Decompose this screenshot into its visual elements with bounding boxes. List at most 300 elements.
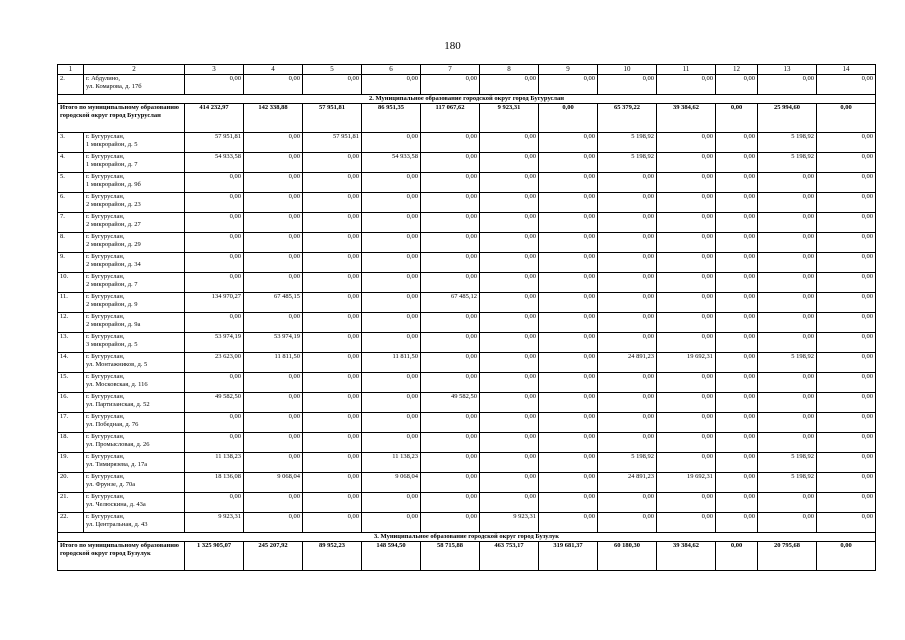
value-cell: 0,00 — [758, 293, 817, 313]
value-cell: 0,00 — [303, 493, 362, 513]
row-number: 14. — [58, 353, 84, 373]
row-number: 6. — [58, 193, 84, 213]
value-cell: 0,00 — [480, 173, 539, 193]
column-header: 11 — [657, 65, 716, 75]
section-row — [58, 95, 876, 104]
value-cell: 0,00 — [817, 353, 876, 373]
value-cell: 0,00 — [758, 193, 817, 213]
column-header: 1 — [58, 65, 84, 75]
value-cell: 0,00 — [758, 75, 817, 95]
address-cell: г. Абдулино, ул. Комарова, д. 17б — [84, 75, 185, 95]
value-cell: 0,00 — [421, 353, 480, 373]
value-cell: 0,00 — [421, 273, 480, 293]
address-cell: г. Бугуруслан, 1 микрорайон, д. 7 — [84, 153, 185, 173]
value-cell: 0,00 — [657, 173, 716, 193]
value-cell: 0,00 — [480, 493, 539, 513]
value-cell: 18 136,08 — [185, 473, 244, 493]
value-cell: 0,00 — [657, 75, 716, 95]
total-value: 86 951,35 — [362, 104, 421, 133]
value-cell: 0,00 — [716, 333, 758, 353]
value-cell: 0,00 — [598, 253, 657, 273]
value-cell: 0,00 — [817, 393, 876, 413]
value-cell: 0,00 — [758, 173, 817, 193]
value-cell: 53 974,19 — [244, 333, 303, 353]
value-cell: 0,00 — [598, 433, 657, 453]
row-number: 3. — [58, 133, 84, 153]
table-row — [58, 413, 876, 433]
value-cell: 0,00 — [480, 393, 539, 413]
value-cell: 9 923,31 — [480, 513, 539, 533]
value-cell: 0,00 — [421, 153, 480, 173]
value-cell: 11 138,23 — [362, 453, 421, 473]
value-cell: 0,00 — [244, 75, 303, 95]
row-number: 12. — [58, 313, 84, 333]
value-cell: 0,00 — [817, 333, 876, 353]
total-value: 245 207,92 — [244, 542, 303, 571]
value-cell: 0,00 — [303, 413, 362, 433]
value-cell: 0,00 — [362, 133, 421, 153]
address-cell: г. Бугуруслан, ул. Промысловая, д. 26 — [84, 433, 185, 453]
value-cell: 0,00 — [539, 273, 598, 293]
value-cell: 0,00 — [716, 233, 758, 253]
total-value: 0,00 — [539, 104, 598, 133]
value-cell: 0,00 — [817, 513, 876, 533]
row-number: 13. — [58, 333, 84, 353]
value-cell: 0,00 — [480, 293, 539, 313]
value-cell: 0,00 — [817, 313, 876, 333]
value-cell: 5 198,92 — [758, 153, 817, 173]
value-cell: 0,00 — [539, 373, 598, 393]
value-cell: 0,00 — [598, 213, 657, 233]
column-header: 4 — [244, 65, 303, 75]
table-row — [58, 233, 876, 253]
value-cell: 0,00 — [480, 473, 539, 493]
address-cell: г. Бугуруслан, 2 микрорайон, д. 7 — [84, 273, 185, 293]
value-cell: 0,00 — [244, 133, 303, 153]
value-cell: 0,00 — [657, 293, 716, 313]
value-cell: 57 951,81 — [303, 133, 362, 153]
section-row — [58, 533, 876, 542]
table-row — [58, 293, 876, 313]
value-cell: 0,00 — [817, 253, 876, 273]
table-row — [58, 213, 876, 233]
value-cell: 67 485,15 — [244, 293, 303, 313]
address-cell: г. Бугуруслан, ул. Монтажников, д. 5 — [84, 353, 185, 373]
value-cell: 0,00 — [421, 473, 480, 493]
value-cell: 0,00 — [244, 153, 303, 173]
value-cell: 0,00 — [539, 233, 598, 253]
value-cell: 0,00 — [817, 193, 876, 213]
value-cell: 0,00 — [303, 353, 362, 373]
value-cell: 23 623,00 — [185, 353, 244, 373]
value-cell: 0,00 — [716, 213, 758, 233]
value-cell: 0,00 — [480, 313, 539, 333]
value-cell: 0,00 — [244, 413, 303, 433]
value-cell: 0,00 — [817, 273, 876, 293]
value-cell: 0,00 — [421, 333, 480, 353]
value-cell: 57 951,81 — [185, 133, 244, 153]
row-number: 4. — [58, 153, 84, 173]
value-cell: 0,00 — [716, 273, 758, 293]
value-cell: 0,00 — [244, 193, 303, 213]
total-value: 58 715,88 — [421, 542, 480, 571]
row-number: 16. — [58, 393, 84, 413]
total-value: 60 180,30 — [598, 542, 657, 571]
table-row — [58, 173, 876, 193]
value-cell: 5 198,92 — [598, 133, 657, 153]
address-cell: г. Бугуруслан, 1 микрорайон, д. 9б — [84, 173, 185, 193]
value-cell: 0,00 — [421, 133, 480, 153]
value-cell: 0,00 — [598, 193, 657, 213]
value-cell: 0,00 — [421, 373, 480, 393]
value-cell: 0,00 — [421, 213, 480, 233]
value-cell: 0,00 — [421, 453, 480, 473]
value-cell: 5 198,92 — [598, 153, 657, 173]
row-number: 19. — [58, 453, 84, 473]
value-cell: 0,00 — [539, 513, 598, 533]
value-cell: 0,00 — [657, 413, 716, 433]
data-table — [57, 64, 876, 571]
value-cell: 0,00 — [539, 433, 598, 453]
value-cell: 24 891,23 — [598, 473, 657, 493]
value-cell: 0,00 — [421, 173, 480, 193]
value-cell: 0,00 — [716, 393, 758, 413]
value-cell: 0,00 — [362, 333, 421, 353]
value-cell: 0,00 — [657, 153, 716, 173]
column-header: 12 — [716, 65, 758, 75]
value-cell: 53 974,19 — [185, 333, 244, 353]
column-header: 14 — [817, 65, 876, 75]
value-cell: 0,00 — [539, 133, 598, 153]
value-cell: 0,00 — [817, 75, 876, 95]
value-cell: 0,00 — [716, 373, 758, 393]
row-number: 9. — [58, 253, 84, 273]
table-row — [58, 473, 876, 493]
address-cell: г. Бугуруслан, 2 микрорайон, д. 9а — [84, 313, 185, 333]
total-value: 142 338,88 — [244, 104, 303, 133]
value-cell: 0,00 — [244, 233, 303, 253]
value-cell: 0,00 — [758, 513, 817, 533]
value-cell: 54 933,58 — [185, 153, 244, 173]
value-cell: 134 970,27 — [185, 293, 244, 313]
value-cell: 0,00 — [244, 493, 303, 513]
value-cell: 0,00 — [598, 513, 657, 533]
value-cell: 0,00 — [244, 373, 303, 393]
total-value: 319 681,37 — [539, 542, 598, 571]
row-number: 10. — [58, 273, 84, 293]
value-cell: 0,00 — [362, 373, 421, 393]
value-cell: 67 485,12 — [421, 293, 480, 313]
value-cell: 0,00 — [598, 413, 657, 433]
value-cell: 0,00 — [817, 233, 876, 253]
row-number: 22. — [58, 513, 84, 533]
row-number: 20. — [58, 473, 84, 493]
value-cell: 0,00 — [185, 233, 244, 253]
value-cell: 0,00 — [716, 313, 758, 333]
value-cell: 49 582,50 — [421, 393, 480, 413]
value-cell: 0,00 — [598, 233, 657, 253]
address-cell: г. Бугуруслан, ул. Партизанская, д. 52 — [84, 393, 185, 413]
address-cell: г. Бугуруслан, ул. Челюскина, д. 43а — [84, 493, 185, 513]
value-cell: 0,00 — [303, 373, 362, 393]
total-value: 39 384,62 — [657, 104, 716, 133]
table-row — [58, 493, 876, 513]
section-title: 3. Муниципальное образование городской округ город Бузулук — [58, 533, 876, 542]
total-label: Итого по муниципальному образованию городской округ город Бугуруслан — [58, 104, 185, 133]
value-cell: 5 198,92 — [758, 353, 817, 373]
value-cell: 0,00 — [758, 493, 817, 513]
address-cell: г. Бугуруслан, 2 микрорайон, д. 34 — [84, 253, 185, 273]
value-cell: 24 891,23 — [598, 353, 657, 373]
value-cell: 9 068,04 — [244, 473, 303, 493]
value-cell: 0,00 — [657, 333, 716, 353]
value-cell: 0,00 — [758, 333, 817, 353]
address-cell: г. Бугуруслан, 2 микрорайон, д. 23 — [84, 193, 185, 213]
value-cell: 0,00 — [362, 313, 421, 333]
table-row — [58, 193, 876, 213]
value-cell: 0,00 — [480, 233, 539, 253]
value-cell: 0,00 — [716, 353, 758, 373]
value-cell: 0,00 — [362, 433, 421, 453]
column-header: 5 — [303, 65, 362, 75]
table-row — [58, 273, 876, 293]
value-cell: 0,00 — [598, 373, 657, 393]
address-cell: г. Бугуруслан, 1 микрорайон, д. 5 — [84, 133, 185, 153]
value-cell: 0,00 — [817, 473, 876, 493]
value-cell: 0,00 — [421, 75, 480, 95]
total-value: 0,00 — [716, 542, 758, 571]
value-cell: 0,00 — [817, 213, 876, 233]
value-cell: 0,00 — [480, 213, 539, 233]
value-cell: 0,00 — [303, 513, 362, 533]
row-number: 8. — [58, 233, 84, 253]
value-cell: 0,00 — [362, 293, 421, 313]
value-cell: 0,00 — [539, 313, 598, 333]
value-cell: 0,00 — [303, 453, 362, 473]
address-cell: г. Бугуруслан, 3 микрорайон, д. 5 — [84, 333, 185, 353]
value-cell: 0,00 — [303, 173, 362, 193]
value-cell: 0,00 — [244, 453, 303, 473]
value-cell: 0,00 — [716, 193, 758, 213]
value-cell: 0,00 — [716, 75, 758, 95]
total-label: Итого по муниципальному образованию городской округ город Бузулук — [58, 542, 185, 571]
value-cell: 0,00 — [539, 253, 598, 273]
value-cell: 0,00 — [817, 493, 876, 513]
value-cell: 0,00 — [362, 75, 421, 95]
value-cell: 0,00 — [480, 133, 539, 153]
total-row — [58, 542, 876, 571]
table-row — [58, 353, 876, 373]
value-cell: 0,00 — [598, 293, 657, 313]
table-row — [58, 153, 876, 173]
value-cell: 19 692,31 — [657, 473, 716, 493]
value-cell: 0,00 — [362, 513, 421, 533]
value-cell: 0,00 — [362, 213, 421, 233]
value-cell: 0,00 — [244, 433, 303, 453]
value-cell: 0,00 — [657, 513, 716, 533]
value-cell: 0,00 — [598, 313, 657, 333]
value-cell: 0,00 — [362, 413, 421, 433]
value-cell: 0,00 — [539, 75, 598, 95]
value-cell: 0,00 — [185, 413, 244, 433]
value-cell: 0,00 — [421, 493, 480, 513]
value-cell: 0,00 — [539, 213, 598, 233]
value-cell: 0,00 — [598, 173, 657, 193]
value-cell: 0,00 — [657, 253, 716, 273]
total-value: 117 067,62 — [421, 104, 480, 133]
value-cell: 0,00 — [303, 393, 362, 413]
column-header: 2 — [84, 65, 185, 75]
value-cell: 0,00 — [185, 273, 244, 293]
value-cell: 0,00 — [716, 513, 758, 533]
value-cell: 11 811,50 — [362, 353, 421, 373]
value-cell: 0,00 — [716, 293, 758, 313]
value-cell: 0,00 — [480, 453, 539, 473]
value-cell: 0,00 — [480, 413, 539, 433]
value-cell: 0,00 — [480, 433, 539, 453]
value-cell: 0,00 — [480, 153, 539, 173]
value-cell: 0,00 — [817, 433, 876, 453]
value-cell: 0,00 — [185, 373, 244, 393]
value-cell: 0,00 — [244, 313, 303, 333]
value-cell: 0,00 — [817, 173, 876, 193]
column-header: 10 — [598, 65, 657, 75]
row-number: 15. — [58, 373, 84, 393]
section-title: 2. Муниципальное образование городской округ город Бугуруслан — [58, 95, 876, 104]
value-cell: 0,00 — [716, 153, 758, 173]
value-cell: 0,00 — [716, 433, 758, 453]
row-number: 2. — [58, 75, 84, 95]
value-cell: 0,00 — [303, 153, 362, 173]
row-number: 11. — [58, 293, 84, 313]
column-header: 9 — [539, 65, 598, 75]
value-cell: 0,00 — [362, 273, 421, 293]
value-cell: 0,00 — [244, 393, 303, 413]
value-cell: 19 692,31 — [657, 353, 716, 373]
value-cell: 0,00 — [716, 493, 758, 513]
address-cell: г. Бугуруслан, ул. Фрунзе, д. 70а — [84, 473, 185, 493]
value-cell: 0,00 — [657, 433, 716, 453]
total-value: 1 325 905,07 — [185, 542, 244, 571]
column-header: 13 — [758, 65, 817, 75]
value-cell: 0,00 — [421, 413, 480, 433]
value-cell: 0,00 — [539, 413, 598, 433]
value-cell: 0,00 — [303, 473, 362, 493]
value-cell: 0,00 — [758, 413, 817, 433]
total-value: 9 923,31 — [480, 104, 539, 133]
value-cell: 0,00 — [185, 173, 244, 193]
value-cell: 0,00 — [657, 453, 716, 473]
value-cell: 0,00 — [716, 453, 758, 473]
value-cell: 0,00 — [480, 353, 539, 373]
address-cell: г. Бугуруслан, 2 микрорайон, д. 27 — [84, 213, 185, 233]
value-cell: 0,00 — [421, 193, 480, 213]
value-cell: 0,00 — [598, 393, 657, 413]
value-cell: 0,00 — [244, 253, 303, 273]
value-cell: 0,00 — [539, 453, 598, 473]
value-cell: 0,00 — [817, 413, 876, 433]
column-header-row — [58, 65, 876, 75]
value-cell: 0,00 — [758, 393, 817, 413]
value-cell: 0,00 — [421, 513, 480, 533]
value-cell: 0,00 — [817, 133, 876, 153]
value-cell: 0,00 — [758, 233, 817, 253]
value-cell: 0,00 — [758, 213, 817, 233]
total-value: 0,00 — [716, 104, 758, 133]
value-cell: 0,00 — [598, 75, 657, 95]
value-cell: 0,00 — [185, 493, 244, 513]
table-row — [58, 513, 876, 533]
table-row — [58, 75, 876, 95]
total-value: 89 952,23 — [303, 542, 362, 571]
value-cell: 0,00 — [539, 293, 598, 313]
value-cell: 9 923,31 — [185, 513, 244, 533]
value-cell: 0,00 — [817, 293, 876, 313]
value-cell: 0,00 — [539, 173, 598, 193]
value-cell: 11 138,23 — [185, 453, 244, 473]
total-value: 20 795,68 — [758, 542, 817, 571]
row-number: 18. — [58, 433, 84, 453]
total-value: 148 594,50 — [362, 542, 421, 571]
value-cell: 0,00 — [303, 233, 362, 253]
value-cell: 0,00 — [303, 273, 362, 293]
row-number: 5. — [58, 173, 84, 193]
value-cell: 0,00 — [185, 253, 244, 273]
value-cell: 0,00 — [480, 333, 539, 353]
value-cell: 0,00 — [303, 333, 362, 353]
total-value: 39 384,62 — [657, 542, 716, 571]
address-cell: г. Бугуруслан, 2 микрорайон, д. 29 — [84, 233, 185, 253]
value-cell: 0,00 — [716, 173, 758, 193]
column-header: 3 — [185, 65, 244, 75]
value-cell: 0,00 — [362, 173, 421, 193]
column-header: 7 — [421, 65, 480, 75]
table-row — [58, 253, 876, 273]
value-cell: 0,00 — [758, 433, 817, 453]
value-cell: 5 198,92 — [758, 133, 817, 153]
value-cell: 0,00 — [539, 153, 598, 173]
column-header: 8 — [480, 65, 539, 75]
value-cell: 0,00 — [657, 133, 716, 153]
value-cell: 0,00 — [244, 173, 303, 193]
value-cell: 0,00 — [303, 293, 362, 313]
value-cell: 0,00 — [185, 193, 244, 213]
value-cell: 0,00 — [244, 273, 303, 293]
value-cell: 0,00 — [480, 253, 539, 273]
total-row — [58, 104, 876, 133]
total-value: 0,00 — [817, 542, 876, 571]
table-row — [58, 133, 876, 153]
table-row — [58, 393, 876, 413]
value-cell: 9 068,04 — [362, 473, 421, 493]
value-cell: 11 811,50 — [244, 353, 303, 373]
value-cell: 54 933,58 — [362, 153, 421, 173]
value-cell: 0,00 — [303, 193, 362, 213]
value-cell: 0,00 — [244, 513, 303, 533]
value-cell: 0,00 — [716, 413, 758, 433]
value-cell: 5 198,92 — [598, 453, 657, 473]
column-header: 6 — [362, 65, 421, 75]
value-cell: 0,00 — [598, 273, 657, 293]
total-value: 0,00 — [817, 104, 876, 133]
value-cell: 0,00 — [244, 213, 303, 233]
row-number: 21. — [58, 493, 84, 513]
value-cell: 0,00 — [539, 493, 598, 513]
value-cell: 0,00 — [758, 253, 817, 273]
value-cell: 0,00 — [185, 213, 244, 233]
value-cell: 5 198,92 — [758, 453, 817, 473]
value-cell: 0,00 — [657, 493, 716, 513]
